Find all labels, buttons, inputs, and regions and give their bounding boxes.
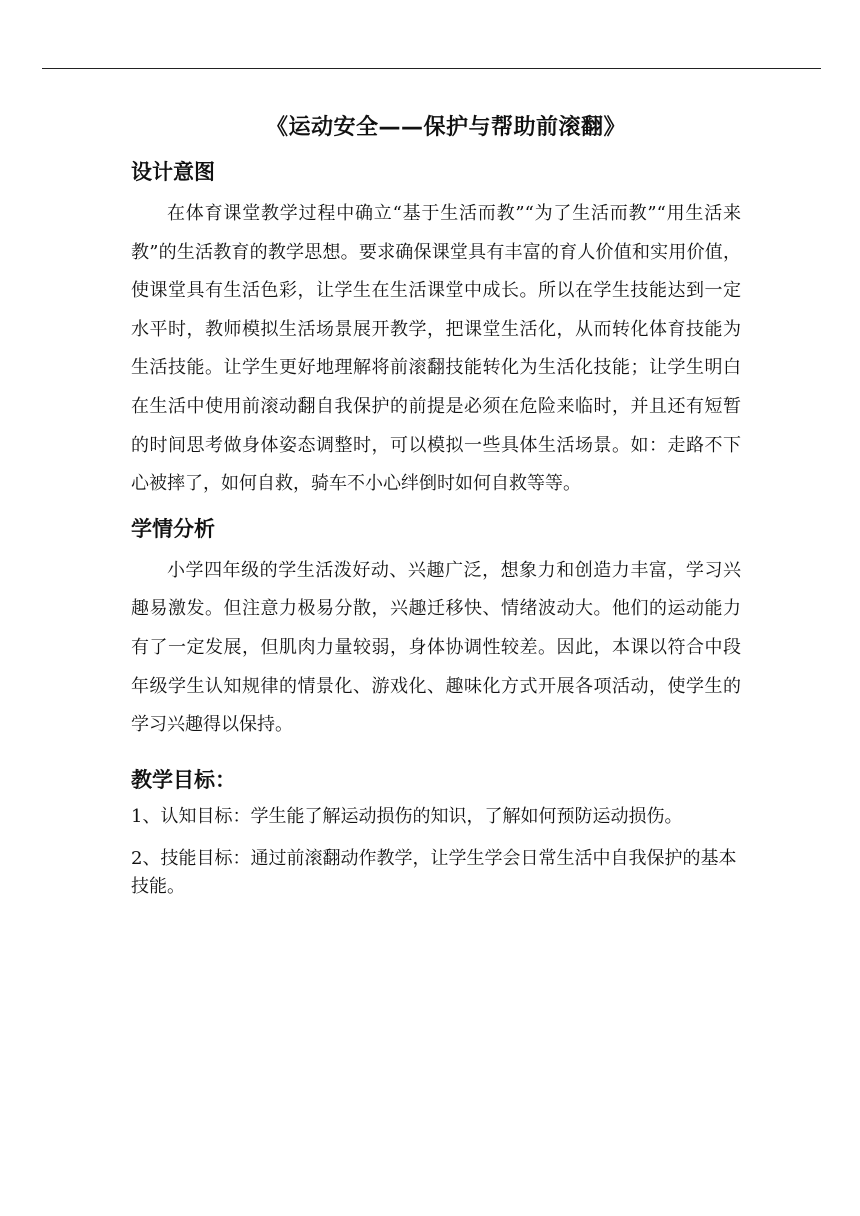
document-body <box>131 110 741 901</box>
section-teaching-objectives <box>131 763 741 901</box>
section-heading: 学情分析 <box>131 516 215 541</box>
section-paragraph: 小学四年级的学生活泼好动、兴趣广泛，想象力和创造力丰富，学习兴趣易激发。但注意力极易分散，兴趣迁移快、情绪波动大。他们的运动能力有了一定发展，但肌肉力量较弱，身体协调性较差。因此，本课以符合中段年级学生认知规律的情景化、游戏化、趣味化方式开展各项活动，使学生的学习兴趣得以保持。 <box>131 559 741 736</box>
header-rule <box>42 68 821 69</box>
section-heading: 设计意图 <box>131 160 215 184</box>
objective-item: 2、技能目标：通过前滚翻动作教学，让学生学会日常生活中自我保护的基本技能。 <box>131 847 737 897</box>
document-title: 《运动安全——保护与帮助前滚翻》 <box>265 115 626 140</box>
section-heading: 教学目标： <box>131 767 236 792</box>
section-student-analysis <box>131 512 741 745</box>
section-design-intent <box>131 155 741 504</box>
section-paragraph: 在体育课堂教学过程中确立“基于生活而教”“为了生活而教”“用生活来教”的生活教育的教学思想。要求确保课堂具有丰富的育人价值和实用价值，使课堂具有生活色彩，让学生在生活课堂中成长。所以在学生技能达到一定水平时，教师模拟生活场景展开教学，把课堂生活化，从而转化体育技能为生活技能。让学生更好地理解将前滚翻技能转化为生活化技能；让学生明白在生活中使用前滚动翻自我保护的前提是必须在危险来临时，并且还有短暂的时间思考做身体姿态调整时，可以模拟一些具体生活场景。如：走路不下心被摔了，如何自救，骑车不小心绊倒时如何自救等等。 <box>131 203 741 495</box>
objective-item: 1、认知目标：学生能了解运动损伤的知识，了解如何预防运动损伤。 <box>131 805 683 827</box>
